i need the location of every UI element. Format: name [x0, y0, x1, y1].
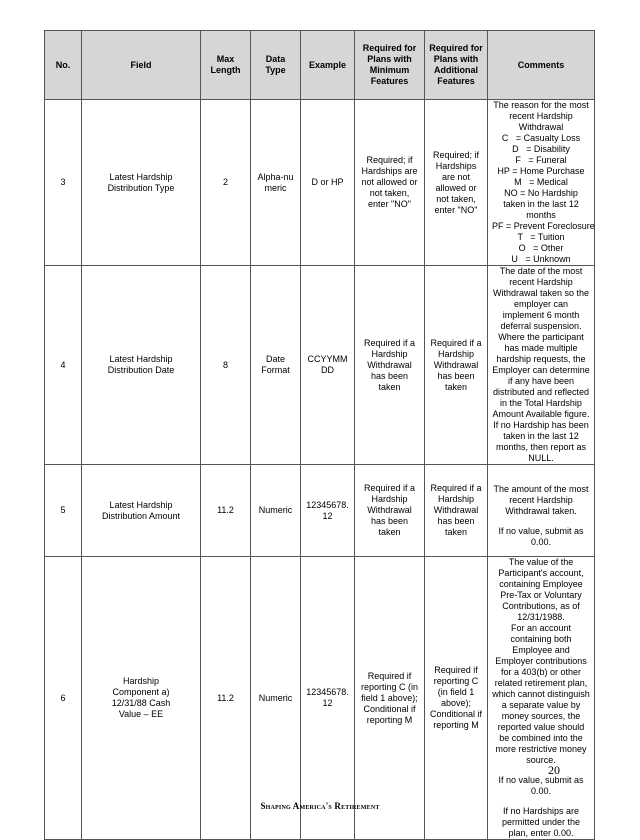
comment-line: C = Casualty Loss [501, 133, 581, 143]
comment-line: If no Hardship has been taken in the last 12 months, then report as NULL. [493, 420, 589, 463]
comment-line: HP = Home Purchase [497, 166, 585, 176]
header-field: Field [82, 31, 201, 100]
cell-comments [488, 266, 595, 465]
header-required-minimum: Required for Plans with Minimum Features [355, 31, 425, 100]
comment-line: For an account containing both Employee and Employer contributions for a 403(b) or other related retirement plan, which cannot distinguish a separate value by money sources, the reported value should be combined into the more restrictive money source. [492, 623, 590, 765]
cell-data-type: Alpha-numeric [251, 100, 301, 266]
comment-line: If no Hardships are permitted under the plan, enter 0.00. [501, 806, 581, 838]
table-row [45, 266, 595, 465]
cell-required-minimum: Required if a Hardship Withdrawal has been taken [355, 465, 425, 557]
comment-line: U = Unknown [511, 254, 571, 264]
cell-comments [488, 100, 595, 266]
comment-line [492, 517, 590, 526]
comment-line: PF = Prevent Foreclosure [492, 221, 595, 231]
cell-no: 6 [45, 557, 82, 840]
comment-line: The reason for the most recent Hardship Withdrawal [493, 100, 589, 132]
table-row [45, 557, 595, 840]
page-footer: Shaping America's Retirement [260, 801, 380, 811]
comment-line: If no value, submit as 0.00. [498, 775, 584, 796]
cell-required-additional: Required if reporting C (in field 1 above); Conditional if reporting M [425, 557, 488, 840]
cell-max-length: 11.2 [201, 465, 251, 557]
cell-no: 4 [45, 266, 82, 465]
header-example: Example [301, 31, 355, 100]
cell-example: D or HP [301, 100, 355, 266]
cell-required-additional: Required if a Hardship Withdrawal has been taken [425, 465, 488, 557]
cell-field: Latest Hardship Distribution Date [82, 266, 201, 465]
comment-line: The value of the Participant's account, containing Employee Pre-Tax or Voluntary Contributions, as of 12/31/1988. [498, 557, 584, 622]
cell-no: 3 [45, 100, 82, 266]
page-number: 20 [548, 763, 560, 777]
cell-example: 12345678.12 [301, 557, 355, 840]
cell-required-additional: Required if a Hardship Withdrawal has been taken [425, 266, 488, 465]
table-header-row [45, 31, 595, 100]
header-no: No. [45, 31, 82, 100]
comment-line: D = Disability [512, 144, 570, 154]
cell-field: Hardship Component a) 12/31/88 Cash Value – EE [82, 557, 201, 840]
table-row [45, 465, 595, 557]
comment-line: NO = No Hardship taken in the last 12 months [503, 188, 579, 220]
comment-line: M = Medical [514, 177, 568, 187]
comment-line: O = Other [518, 243, 564, 253]
cell-required-minimum: Required if reporting C (in field 1 above); Conditional if reporting M [355, 557, 425, 840]
cell-data-type: Numeric [251, 465, 301, 557]
cell-example: CCYYMMDD [301, 266, 355, 465]
cell-example: 12345678.12 [301, 465, 355, 557]
cell-required-minimum: Required; if Hardships are not allowed or not taken, enter "NO" [355, 100, 425, 266]
comment-line: The amount of the most recent Hardship Withdrawal taken. [493, 483, 589, 516]
cell-max-length: 2 [201, 100, 251, 266]
cell-data-type: Date Format [251, 266, 301, 465]
comment-line: F = Funeral [515, 155, 567, 165]
cell-field: Latest Hardship Distribution Type [82, 100, 201, 266]
cell-required-additional: Required; if Hardships are not allowed or not taken, enter "NO" [425, 100, 488, 266]
header-data-type: Data Type [251, 31, 301, 100]
header-max-length: Max Length [201, 31, 251, 100]
comment-line: T = Tuition [517, 232, 565, 242]
header-comments: Comments [488, 31, 595, 100]
cell-field: Latest Hardship Distribution Amount [82, 465, 201, 557]
cell-comments [488, 557, 595, 840]
cell-max-length: 8 [201, 266, 251, 465]
table-row [45, 100, 595, 266]
hardship-spec-table [44, 30, 595, 840]
cell-no: 5 [45, 465, 82, 557]
cell-max-length: 11.2 [201, 557, 251, 840]
cell-required-minimum: Required if a Hardship Withdrawal has been taken [355, 266, 425, 465]
comment-line: If no value, submit as 0.00. [498, 525, 584, 547]
comment-line: The date of the most recent Hardship Withdrawal taken so the employer can implement 6 month deferral suspension. Where the participant has made multiple hardship requests, the Employer can determine if any have been distributed and reflected in the Total Hardship Amount Available figure. [492, 266, 590, 419]
cell-comments [488, 465, 595, 557]
header-required-additional: Required for Plans with Additional Features [425, 31, 488, 100]
cell-data-type: Numeric [251, 557, 301, 840]
comment-line [492, 766, 590, 775]
